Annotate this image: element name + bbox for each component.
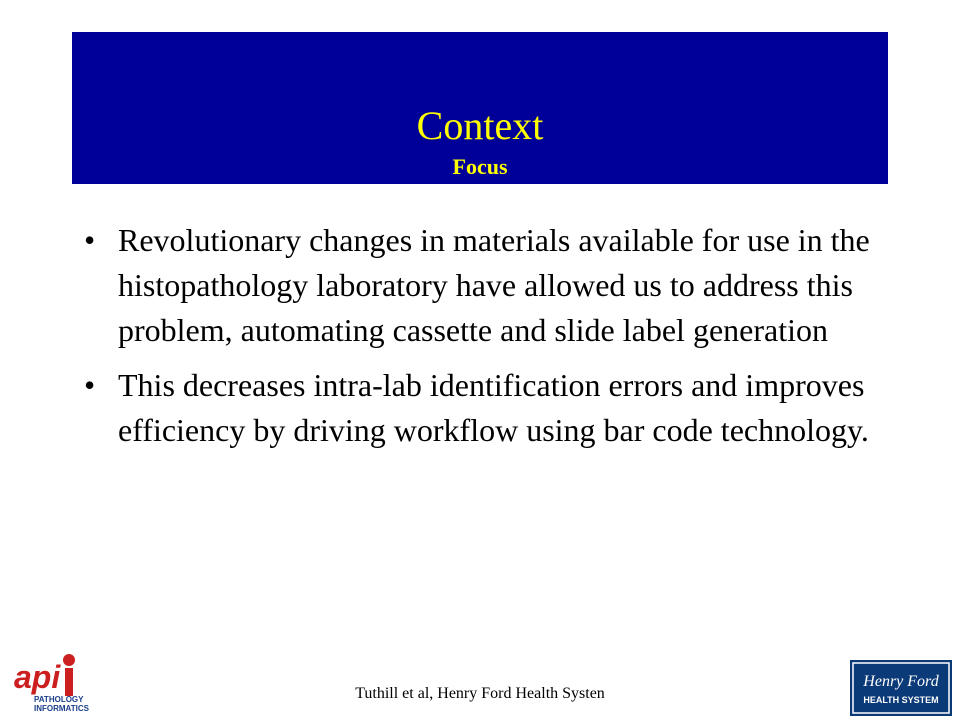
api-pathology-informatics-logo <box>12 652 100 714</box>
bullet-dot: • <box>84 367 96 403</box>
bullet-dot: • <box>84 222 96 258</box>
api-logo-sub2: INFORMATICS <box>34 704 89 713</box>
bullet-item <box>80 218 880 353</box>
bullet-list <box>80 218 880 463</box>
api-logo-text: api <box>14 659 61 695</box>
henry-ford-health-system-logo <box>850 660 952 716</box>
title-banner <box>72 32 888 184</box>
slide-subtitle: Focus <box>452 154 508 179</box>
hf-logo-name: Henry Ford <box>863 673 939 690</box>
api-logo-sub1: PATHOLOGY <box>34 695 84 704</box>
bullet-text: Revolutionary changes in materials available for use in the histopathology laboratory have allowed us to address this problem, automating cassette and slide label generation <box>118 222 870 348</box>
slide-title: Context <box>416 103 544 148</box>
bullet-text: This decreases intra-lab identification errors and improves efficiency by driving workflow using bar code technology. <box>118 367 869 448</box>
footer-citation: Tuthill et al, Henry Ford Health Systen <box>355 685 605 702</box>
bullet-item <box>80 363 880 453</box>
hf-logo-sub: HEALTH SYSTEM <box>863 695 939 705</box>
